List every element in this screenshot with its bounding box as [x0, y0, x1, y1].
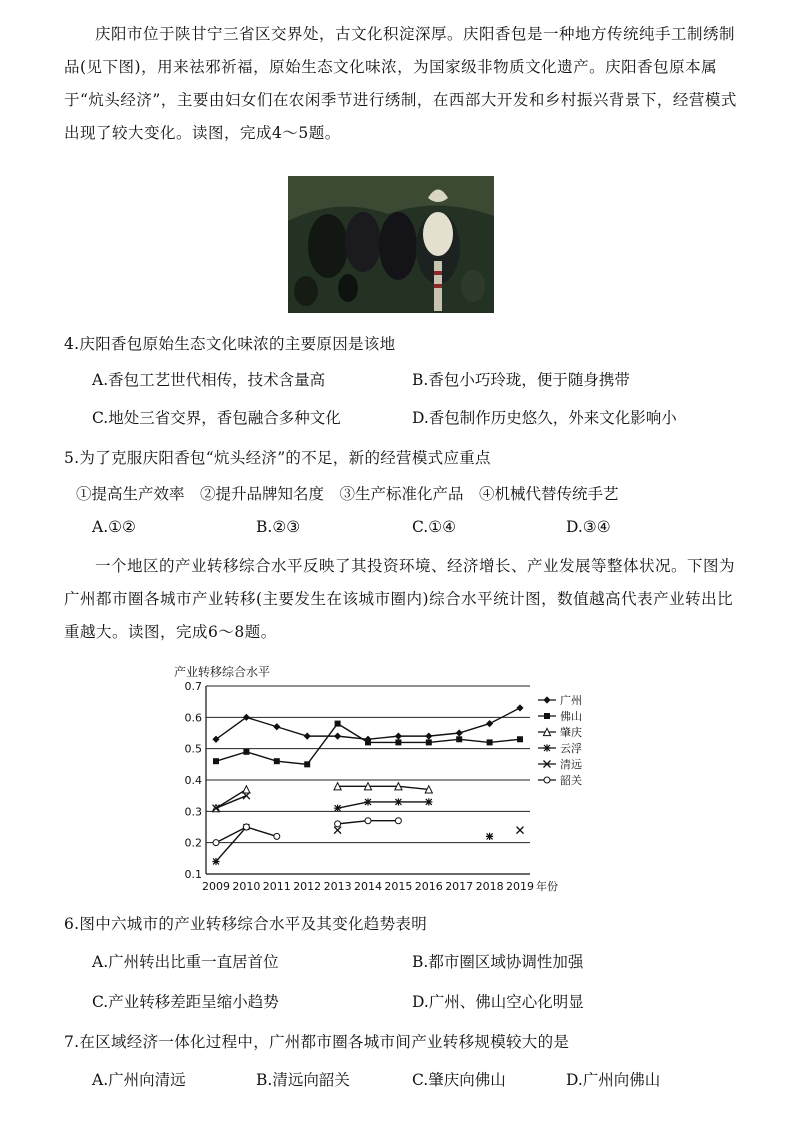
q6-option-b: B.都市圈区域协调性加强	[412, 953, 584, 971]
question-6-stem: 6.图中六城市的产业转移综合水平及其变化趋势表明	[64, 915, 427, 933]
data-point-韶关	[274, 833, 280, 839]
data-point-广州	[516, 704, 523, 711]
legend-label-广州: 广州	[560, 694, 582, 707]
q7-option-c: C.肇庆向佛山	[412, 1071, 506, 1089]
data-point-佛山	[243, 749, 249, 755]
q5-option-a: A.①②	[92, 518, 136, 536]
q5-items: ①提高生产效率 ②提升品牌知名度 ③生产标准化产品 ④机械代替传统手艺	[76, 485, 619, 503]
intro-paragraph-4-5: 庆阳市位于陕甘宁三省区交界处，古文化积淀深厚。庆阳香包是一种地方传统纯手工制绣制品(见下图)，用来祛邪祈福，原始生态文化味浓，为国家级非物质文化遗产。庆阳香包原本属于“炕头经济”，主要由妇女们在农闲季节进行绣制，在西部大开发和乡村振兴背景下，经营模式出现了较大变化。读图，完成4～5题。	[64, 25, 737, 142]
data-point-佛山	[517, 736, 523, 742]
x-tick-label: 2012	[293, 880, 322, 893]
data-point-云浮	[212, 858, 219, 865]
data-point-广州	[456, 729, 463, 736]
data-point-韶关	[335, 821, 341, 827]
legend-label-佛山: 佛山	[560, 710, 582, 723]
legend-marker-韶关	[544, 777, 550, 783]
industry-transfer-chart	[170, 658, 600, 900]
y-axis-label: 产业转移综合水平	[174, 665, 271, 679]
x-tick-label: 2011	[262, 880, 291, 893]
q4-option-a: A.香包工艺世代相传，技术含量高	[92, 371, 326, 389]
data-point-清远	[517, 827, 524, 834]
y-tick-label: 0.4	[184, 774, 202, 787]
q5-option-d: D.③④	[566, 518, 611, 536]
data-point-云浮	[425, 798, 432, 805]
x-tick-label: 2016	[414, 880, 443, 893]
question-5-stem: 5.为了克服庆阳香包“炕头经济”的不足，新的经营模式应重点	[64, 449, 491, 467]
q6-option-c: C.产业转移差距呈缩小趋势	[92, 993, 279, 1011]
series-line-肇庆	[216, 789, 246, 808]
legend-label-韶关: 韶关	[560, 774, 582, 787]
data-point-云浮	[486, 833, 493, 840]
x-tick-label: 2019	[506, 880, 534, 893]
data-point-清远	[334, 827, 341, 834]
sachet-photo	[288, 176, 494, 313]
data-point-佛山	[395, 739, 401, 745]
data-point-广州	[304, 733, 311, 740]
x-tick-label: 2015	[384, 880, 413, 893]
q4-option-d: D.香包制作历史悠久，外来文化影响小	[412, 409, 677, 427]
legend-marker-云浮	[543, 744, 550, 751]
x-tick-label: 2017	[445, 880, 474, 893]
data-point-广州	[273, 723, 280, 730]
data-point-佛山	[426, 739, 432, 745]
legend-label-肇庆: 肇庆	[560, 726, 582, 739]
legend-marker-佛山	[544, 713, 550, 719]
data-point-佛山	[274, 758, 280, 764]
data-point-云浮	[364, 798, 371, 805]
data-point-佛山	[335, 721, 341, 727]
legend-label-云浮: 云浮	[560, 742, 582, 755]
y-tick-label: 0.2	[184, 836, 202, 850]
q6-option-d: D.广州、佛山空心化明显	[412, 993, 584, 1011]
data-point-广州	[425, 733, 432, 740]
q6-option-a: A.广州转出比重一直居首位	[92, 953, 279, 971]
q7-option-d: D.广州向佛山	[566, 1071, 661, 1089]
q4-option-c: C.地处三省交界，香包融合多种文化	[92, 409, 341, 427]
x-tick-label: 2013	[323, 880, 352, 893]
data-point-广州	[486, 720, 493, 727]
series-line-广州	[216, 708, 520, 739]
y-tick-label: 0.6	[184, 711, 202, 725]
data-point-云浮	[395, 798, 402, 805]
q5-option-b: B.②③	[256, 518, 301, 536]
series-line-云浮	[216, 827, 246, 861]
x-axis-label: 年份	[536, 880, 558, 893]
question-7-stem: 7.在区域经济一体化过程中，广州都市圈各城市间产业转移规模较大的是	[64, 1033, 570, 1051]
legend-label-清远: 清远	[560, 758, 582, 771]
x-tick-label: 2014	[354, 880, 382, 893]
y-tick-label: 0.1	[184, 868, 202, 881]
data-point-广州	[395, 733, 402, 740]
data-point-韶关	[243, 824, 249, 830]
data-point-佛山	[213, 758, 219, 764]
y-tick-label: 0.7	[184, 680, 202, 693]
data-point-佛山	[365, 739, 371, 745]
data-point-韶关	[395, 818, 401, 824]
data-point-佛山	[487, 739, 493, 745]
data-point-佛山	[456, 736, 462, 742]
x-tick-label: 2009	[202, 880, 230, 893]
x-tick-label: 2018	[475, 880, 504, 893]
question-4-stem: 4.庆阳香包原始生态文化味浓的主要原因是该地	[64, 335, 396, 353]
data-point-广州	[334, 733, 341, 740]
legend-marker-广州	[543, 696, 550, 703]
y-tick-label: 0.5	[184, 742, 202, 756]
q7-option-b: B.清远向韶关	[256, 1071, 350, 1089]
chart-svg	[170, 658, 600, 900]
data-point-云浮	[334, 805, 341, 812]
data-point-韶关	[213, 840, 219, 846]
y-tick-label: 0.3	[184, 805, 202, 819]
intro-paragraph-6-8: 一个地区的产业转移综合水平反映了其投资环境、经济增长、产业发展等整体状况。下图为广州都市圈各城市产业转移(主要发生在该城市圈内)综合水平统计图，数值越高代表产业转出比重越大。读图，完成6～8题。	[64, 557, 736, 641]
q4-option-b: B.香包小巧玲珑，便于随身携带	[412, 371, 630, 389]
q7-option-a: A.广州向清远	[92, 1071, 186, 1089]
data-point-佛山	[304, 761, 310, 767]
series-line-云浮	[338, 802, 429, 808]
x-tick-label: 2010	[232, 880, 261, 893]
series-line-清远	[216, 796, 246, 809]
data-point-肇庆	[243, 786, 250, 793]
series-line-肇庆	[338, 786, 429, 789]
q5-option-c: C.①④	[412, 518, 457, 536]
data-point-韶关	[365, 818, 371, 824]
